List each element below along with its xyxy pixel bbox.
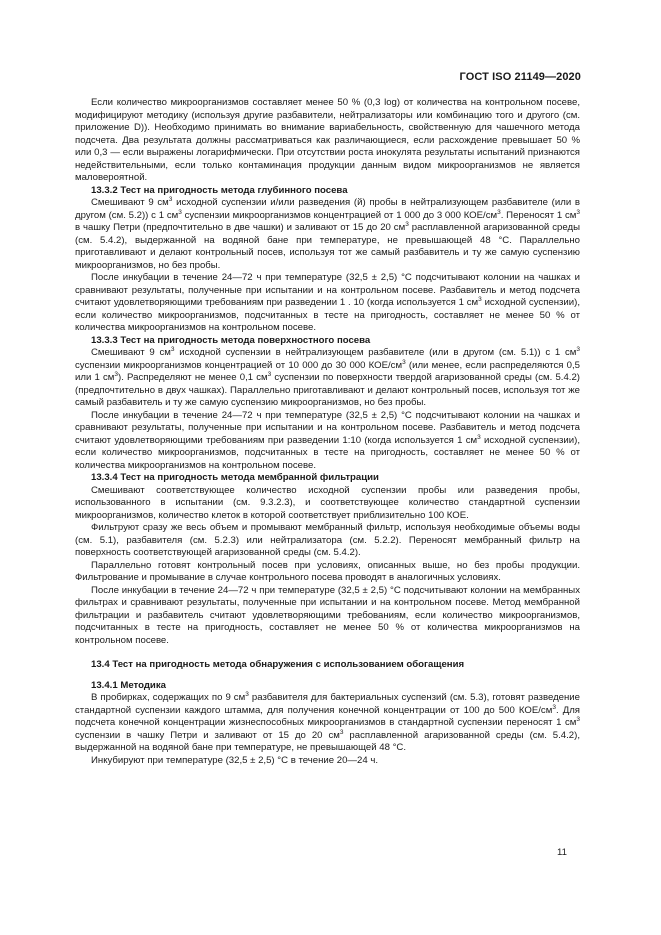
paragraph: Параллельно готовят контрольный посев при условиях, описанных выше, но без пробы продукции. Фильтрование и промывание в случае контрольного посева проводят в аналогичных условиях. [75, 559, 580, 583]
paragraph: После инкубации в течение 24—72 ч при температуре (32,5 ± 2,5) °С подсчитывают колонии на мембранных фильтрах и сравнивают результаты, полученные при испытании и на контрольном посеве. Метод мембранной фильтрации и разбавитель считают удовлетворяющими требованиям, если количество микроорганизмов, подсчитанных в тесте на пригодность, составляет не менее 50 % от количества микроорганизмов на контрольном посеве. [75, 584, 580, 646]
paragraph: Если количество микроорганизмов составляет менее 50 % (0,3 log) от количества на контрольном посеве, модифицируют методику (используя другие разбавители, нейтрализаторы или комбинацию того и другого (см. приложение D)). Необходимо принимать во внимание вариабельность, свойственную для чашечного метода подсчета. Два результата должны рассматриваться как различающиеся, если расхождение превышает 50 % или 0,3 — если выражены логарифмически. При отсутствии роста инокулята результаты испытаний признаются недействительными, если только контаминация продукции данным видом микроорганизмов не является маловероятной. [75, 97, 580, 183]
paragraph: Инкубируют при температуре (32,5 ± 2,5) °С в течение 20—24 ч. [91, 754, 379, 766]
section-heading: 13.4.1 Методика [91, 679, 166, 691]
document-body [75, 97, 580, 767]
page-number: 11 [557, 847, 567, 858]
paragraph: Смешивают 9 $см^3$ исходной суспензии в нейтрализующем разбавителе (или в другом (см. 5.1)) с 1 $см^3$ суспензии микроорганизмов концентрацией от 10 000 до 30 000 КОЕ/$см^3$ (или менее, если распределяются 0,5 или 1 $см^3$). Распределяют не менее 0,1 $см^3$ суспензии по поверхности твердой агаризованной среды (см. 5.4.2) (предпочтительно в двух чашках). Параллельно приготавливают и делают контрольный посев, используя тот же самый разбавитель и ту же самую суспензию микроорганизмов, но без пробы. [75, 345, 581, 408]
document-code: ГОСТ ISO 21149—2020 [459, 71, 581, 83]
paragraph: Фильтруют сразу же весь объем и промывают мембранный фильтр, используя необходимые объемы воды (см. 5.1), разбавителя (см. 5.2.3) или нейтрализатора (см. 5.2.2). Переносят мембранный фильтр на поверхность соответствующей агаризованной среды (см. 5.4.2). [75, 522, 580, 558]
paragraph: Смешивают 9 $см^3$ исходной суспензии и/или разведения (й) пробы в нейтрализующем разбавителе (или в другом (см. 5.2)) с 1 $см^3$ суспензии микроорганизмов концентрацией от 1 000 до 3 000 КОЕ/$см^3$. Переносят 1 $см^3$ в чашку Петри (предпочтительно в две чашки) и заливают от 15 до 20 $см^3$ расплавленной агаризованной среды (см. 5.4.2), выдержанной на водяной бане при температуре, не превышающей 48 °С. Параллельно приготавливают и делают контрольный посев, используя тот же самый разбавитель и ту же самую суспензию микроорганизмов, но без пробы. [75, 195, 580, 271]
section-heading: 13.3.4 Тест на пригодность метода мембранной фильтрации [91, 472, 379, 483]
section-heading: 13.3.2 Тест на пригодность метода глубинного посева [91, 184, 348, 196]
section-heading: 13.3.3 Тест на пригодность метода поверхностного посева [91, 334, 371, 346]
paragraph: После инкубации в течение 24—72 ч при температуре (32,5 ± 2,5) °С подсчитывают колонии на чашках и сравнивают результаты, полученные при испытании и на контрольном посеве. Разбавитель и метод подсчета считают удовлетворяющими требованиям при разведении 1:10 (когда используется 1 $см^3$ исходной суспензии), если количество микроорганизмов, подсчитанных в тесте на пригодность, составляет не менее 50 % от количества микроорганизмов на контрольном посеве. [75, 409, 580, 471]
paragraph: Смешивают соответствующее количество исходной суспензии пробы или разведения пробы, использованного в испытании (см. 9.3.2.3), и соответствующее количество стандартной суспензии микроорганизмов, количество клеток в которой соответствует приблизительно 100 КОЕ. [75, 484, 580, 521]
section-heading: 13.4 Тест на пригодность метода обнаружения с использованием обогащения [91, 659, 465, 670]
paragraph: В пробирках, содержащих по 9 $см^3$ разбавителя для бактериальных суспензий (см. 5.3), готовят разведение стандартной суспензии каждого штамма, для получения конечной концентрации от 100 до 500 КОЕ/$см^3$. Для подсчета конечной концентрации жизнеспособных микроорганизмов в стандартной суспензии переносят 1 $см^3$ суспензии в чашку Петри и заливают от 15 до 20 $см^3$ расплавленной агаризованной среды (см. 5.4.2), выдержанной на водяной бане при температуре, не превышающей 48 °С. [75, 690, 581, 753]
paragraph: После инкубации в течение 24—72 ч при температуре (32,5 ± 2,5) °С подсчитывают колонии на чашках и сравнивают результаты, полученные при испытании и на контрольном посеве. Разбавитель и метод подсчета считают удовлетворяющими требованиям при разведении 1 . 10 (когда используется 1 $см^3$ исходной суспензии), если количество микроорганизмов, подсчитанных в тесте на пригодность, составляет не менее 50 % от количества микроорганизмов на контрольном посеве. [75, 272, 580, 333]
